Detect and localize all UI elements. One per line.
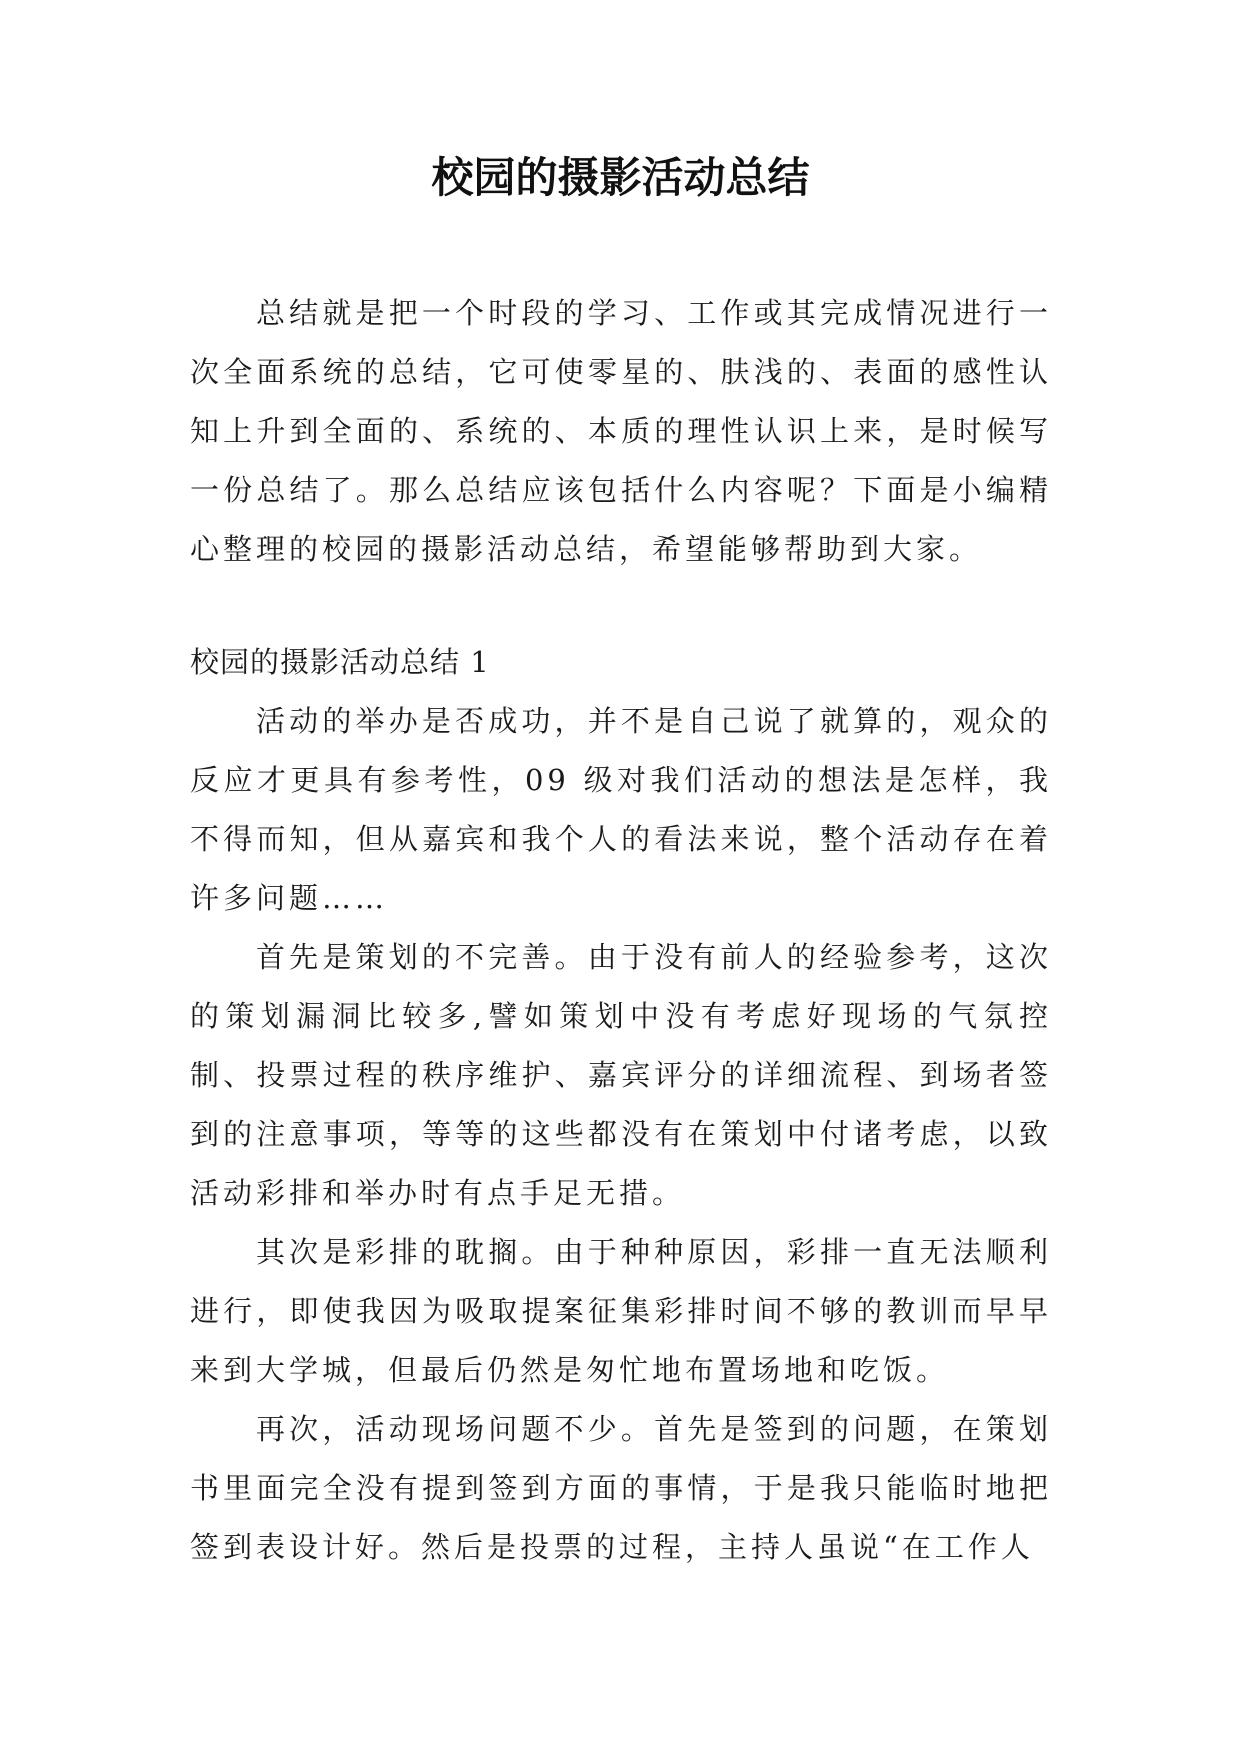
body-paragraph: 活动的举办是否成功，并不是自己说了就算的，观众的反应才更具有参考性，09 级对我们活动的想法是怎样，我不得而知，但从嘉宾和我个人的看法来说，整个活动存在着许多问题……: [190, 704, 1052, 915]
section-heading: 校园的摄影活动总结 1: [190, 645, 490, 679]
body-paragraph: 再次，活动现场问题不少。首先是签到的问题，在策划书里面完全没有提到签到方面的事情，于是我只能临时地把签到表设计好。然后是投票的过程，主持人虽说“在工作人: [190, 1412, 1052, 1564]
body-paragraph: 其次是彩排的耽搁。由于种种原因，彩排一直无法顺利进行，即使我因为吸取提案征集彩排时间不够的教训而早早来到大学城，但最后仍然是匆忙地布置场地和吃饭。: [190, 1235, 1052, 1387]
body-paragraph: 首先是策划的不完善。由于没有前人的经验参考，这次的策划漏洞比较多,譬如策划中没有考虑好现场的气氛控制、投票过程的秩序维护、嘉宾评分的详细流程、到场者签到的注意事项，等等的这些都没有在策划中付诸考虑，以致活动彩排和举办时有点手足无措。: [190, 940, 1052, 1210]
intro-paragraph: 总结就是把一个时段的学习、工作或其完成情况进行一次全面系统的总结，它可使零星的、肤浅的、表面的感性认知上升到全面的、系统的、本质的理性认识上来，是时候写一份总结了。那么总结应该包括什么内容呢？下面是小编精心整理的校园的摄影活动总结，希望能够帮助到大家。: [190, 296, 1052, 566]
document-title: 校园的摄影活动总结: [431, 153, 810, 202]
